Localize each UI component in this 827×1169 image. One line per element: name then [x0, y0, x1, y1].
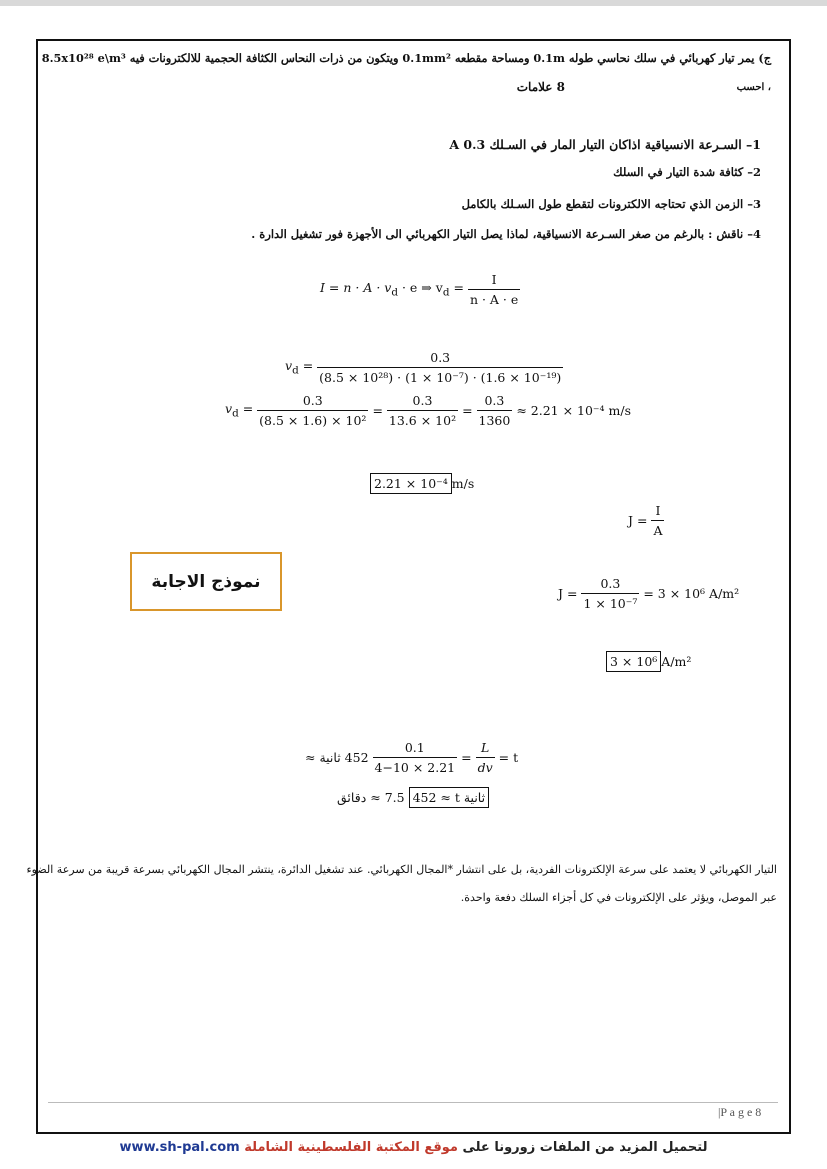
footer-rule	[48, 1102, 778, 1103]
current-density-result: 3 × 10⁶ A/m²	[606, 654, 691, 669]
equation-drift-formula: $I = n \cdot A \cdot v_d \cdot e$ ⇒ $v_d$ = $\frac{I}{n \cdot A \cdot e}$	[320, 272, 519, 307]
page-number: |P a g e 8	[718, 1105, 762, 1119]
equation-current-density-value: J = $\frac{0.3}{\text{1 × 10⁻⁷}}$ = 3 × 10⁶ A/m²	[558, 576, 740, 611]
equation-time: 452 ثانية ≈ $\frac{0.1}{4-10 \times 2.21}$ = $\frac{L}{dv}$ = t	[305, 740, 519, 775]
explanation-line-1: التيار الكهربائي لا يعتمد على سرعة الإلكترونات الفردية، بل على انتشار *المجال الكهربائي. عند تشغيل الدائرة، ينتشر المجال الكهربائي بسرعة قريبة من سرعة الضوء	[26, 863, 777, 876]
calc-word: ، احسب	[736, 82, 771, 93]
question-item-3: 3– الزمن الذي تحتاجه الالكترونات لتقطع طول السـلك بالكامل	[461, 197, 761, 211]
equation-drift-simplify: $v_d$ = $\frac{0.3}{\text{(8.5 × 1.6) × 10²}}$ = $\frac{0.3}{\text{13.6 × 10²}}$ = $\frac{0.3}{1360}$ ≈ 2.21 × 10⁻⁴ m/s	[225, 393, 631, 428]
question-marks: 8 علامات	[516, 80, 565, 94]
footer-url-link[interactable]: www.sh-pal.com	[119, 1140, 240, 1155]
equation-drift-substitution: $v_d$ = $\frac{0.3}{\text{(8.5 × 10²⁸) · (1 × 10⁻⁷) · (1.6 × 10⁻¹⁹)}}$	[285, 350, 562, 385]
download-footer	[0, 1140, 827, 1155]
footer-site-name[interactable]: موقع المكتبة الفلسطينية الشاملة	[244, 1140, 458, 1155]
explanation-line-2: عبر الموصل، ويؤثر على الإلكترونات في كل أجزاء السلك دفعة واحدة.	[460, 891, 777, 904]
equation-current-density: J = $\frac{I}{A}$	[628, 503, 663, 538]
drift-velocity-result: 2.21 × 10⁻⁴ m/s	[370, 476, 474, 491]
question-intro: ج) يمر تيار كهربائي في سلك نحاسي طوله 0.1m ومساحة مقطعه 0.1mm² ويتكون من ذرات النحاس الكثافة الحجمية للالكترونات فيه 8.5x10²⁸ e\m³	[41, 51, 771, 65]
explanation-paragraph	[26, 856, 777, 912]
question-item-4: 4– ناقش : بالرغم من صغر السـرعة الانسياقية، لماذا يصل التيار الكهربائي الى الأجهزة فور تشغيل الدارة .	[251, 227, 761, 241]
footer-text: لتحميل المزيد من الملفات زورونا على	[462, 1140, 708, 1155]
question-item-1: 1– السـرعة الانسياقية اذاكان التيار المار في السـلك 0.3 A	[449, 137, 761, 152]
top-gray-band	[0, 0, 827, 6]
answer-model-label: نموذج الاجابة	[130, 552, 282, 611]
question-item-2: 2– كثافة شدة التيار في السلك	[613, 165, 761, 179]
time-result: 7.5 ≈ دقائق 452 ≈ t ثانية	[337, 787, 489, 808]
